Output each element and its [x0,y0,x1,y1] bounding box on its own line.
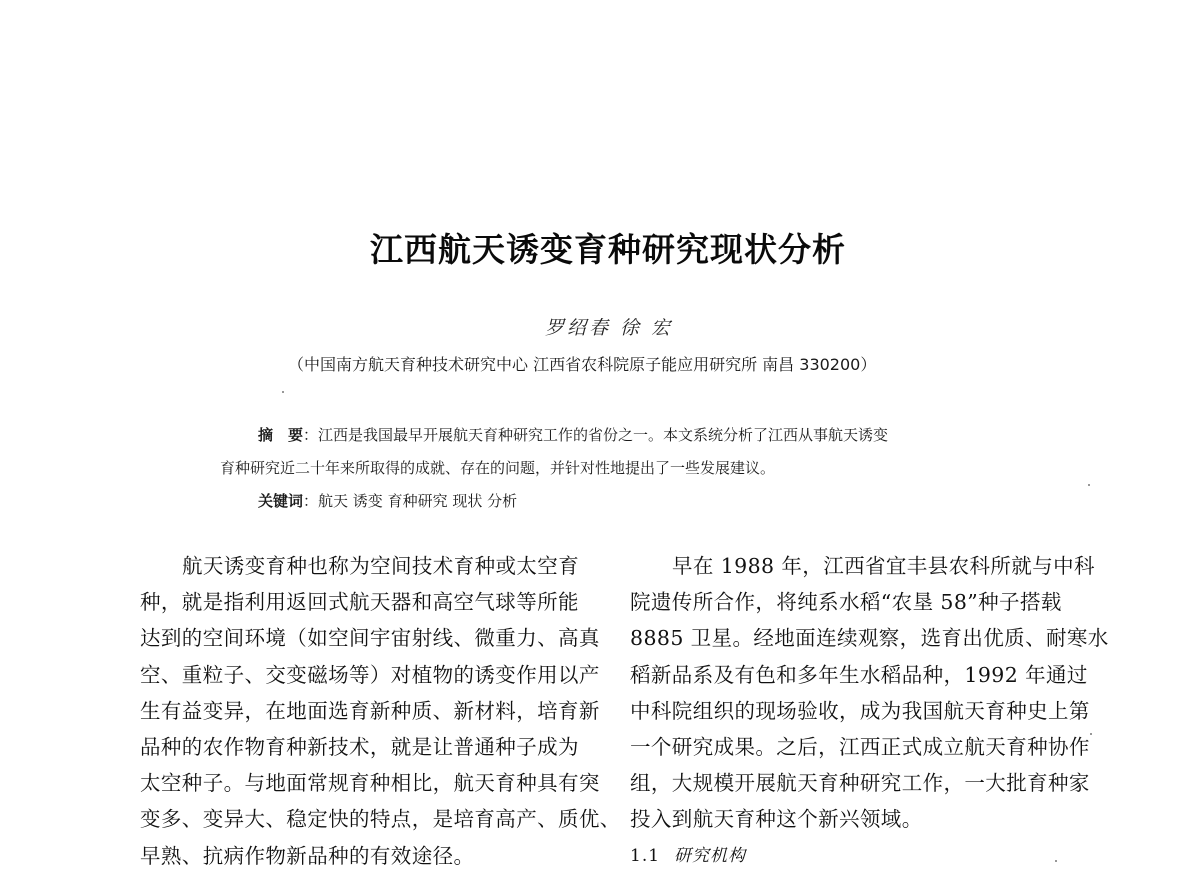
body-line: 早在 1988 年，江西省宜丰县农科所就与中科 [672,554,1095,578]
abstract-line-1 [258,424,888,445]
abstract-separator: ： [303,426,319,444]
paper-authors: 罗绍春 徐 宏 [544,317,674,339]
body-line: 投入到航天育种这个新兴领域。 [630,807,923,832]
scan-speck [1088,484,1090,486]
body-line: 种，就是指利用返回式航天器和高空气球等所能 [140,590,579,615]
body-line: 中科院组织的现场验收，成为我国航天育种史上第 [630,698,1090,723]
scan-speck [282,391,284,393]
body-line: 空、重粒子、交变磁场等）对植物的诱变作用以产 [140,662,600,687]
abstract-line-2 [220,457,775,478]
keywords-label: 关键词 [258,492,304,510]
paper-title: 江西航天诱变育种研究现状分析 [370,230,846,269]
keywords-separator: ： [303,492,319,510]
body-line: 航天诱变育种也称为空间技术育种或太空育 [182,554,580,578]
body-line: 达到的空间环境（如空间宇宙射线、微重力、高真 [140,626,600,651]
abstract-label: 摘 要 [258,426,304,444]
section-heading [630,838,1080,874]
body-line: 稻新品系及有色和多年生水稻品种，1992 年通过 [630,662,1088,687]
paper-affiliation: （中国南方航天育种技术研究中心 江西省农科院原子能应用研究所 南昌 330200） [288,355,877,374]
body-line: 太空种子。与地面常规育种相比，航天育种具有突 [140,771,600,796]
keywords-value: 航天 诱变 育种研究 现状 分析 [318,492,518,510]
abstract-text-2: 育种研究近二十年来所取得的成就、存在的问题，并针对性地提出了一些发展建议。 [220,459,776,477]
body-line: 早熟、抗病作物新品种的有效途径。 [140,843,475,868]
body-column-left [140,548,621,874]
section-title: 研究机构 [674,845,747,866]
scan-speck [1055,860,1057,862]
body-line: 8885 卫星。经地面连续观察，选育出优质、耐寒水 [630,626,1109,651]
body-line: 生有益变异，在地面选育新种质、新材料，培育新 [140,698,600,723]
body-line: 院遗传所合作，将纯系水稻“农垦 58”种子搭载 [630,590,1062,615]
keywords-line [258,490,517,511]
body-column-right [630,548,1109,874]
section-number: 1.1 [630,845,661,866]
abstract-text-1: 江西是我国最早开展航天育种研究工作的省份之一。本文系统分析了江西从事航天诱变 [318,426,889,444]
body-line: 组，大规模开展航天育种研究工作，一大批育种家 [630,771,1090,796]
body-line: 变多、变异大、稳定快的特点，是培育高产、质优、 [140,807,621,832]
body-line: 一个研究成果。之后，江西正式成立航天育种协作 [630,734,1090,759]
body-line: 品种的农作物育种新技术，就是让普通种子成为 [140,734,579,759]
scan-speck [1090,733,1092,735]
